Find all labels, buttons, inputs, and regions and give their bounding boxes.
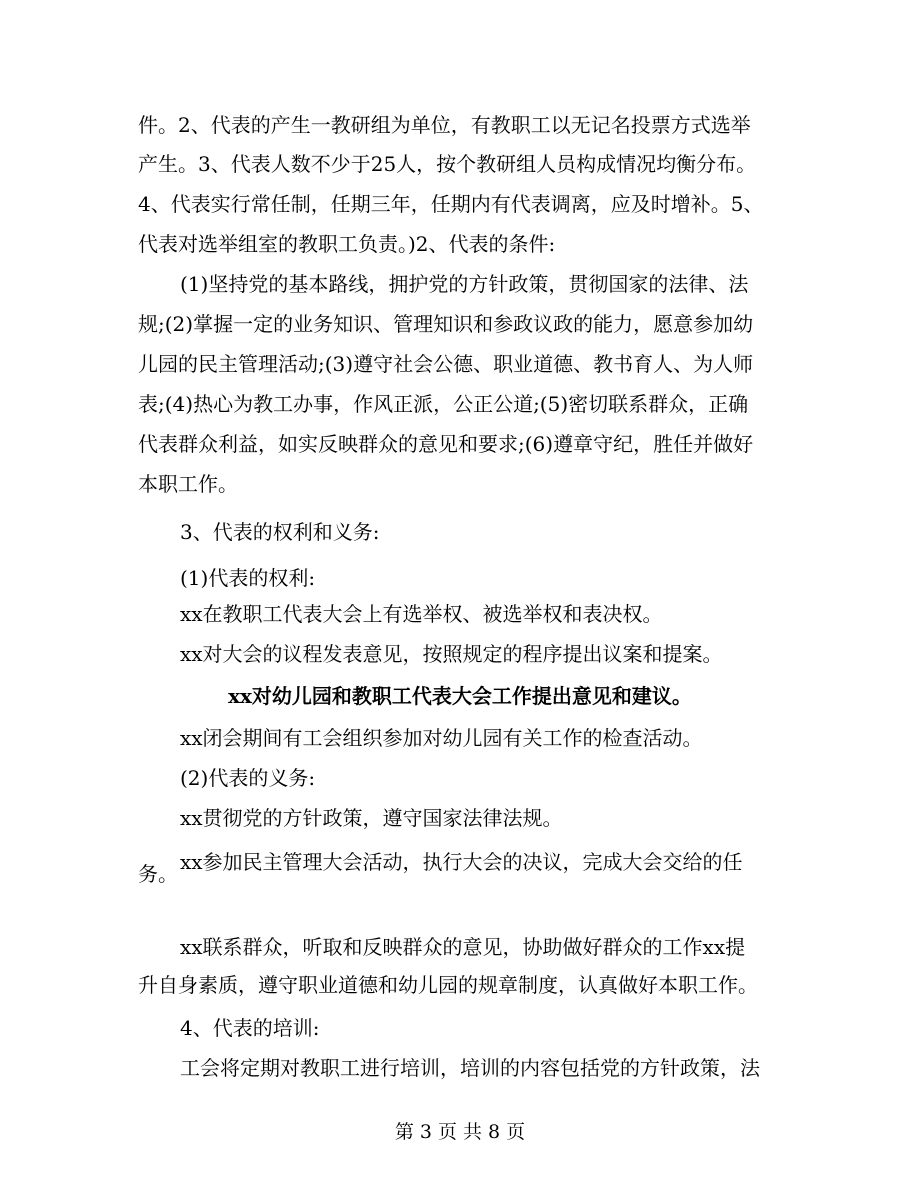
list-item: xx贯彻党的方针政策，遵守国家法律法规。 (180, 806, 563, 830)
subsection-heading: (2)代表的义务: (180, 766, 316, 790)
section-heading: 4、代表的培训: (180, 1016, 320, 1040)
paragraph-line: (1)坚持党的基本路线，拥护党的方针政策，贯彻国家的法律、法 (180, 272, 749, 296)
list-item: xx参加民主管理大会活动，执行大会的决议，完成大会交给的任 (180, 850, 743, 874)
paragraph-line: 表;(4)热心为教工办事，作风正派，公正公道;(5)密切联系群众，正确 (138, 392, 749, 416)
section-heading: 3、代表的权利和义务: (180, 520, 380, 544)
page-number-footer: 第 3 页 共 8 页 (394, 1121, 526, 1143)
paragraph-line: 代表对选举组室的教职工负责。)2、代表的条件: (138, 232, 556, 256)
list-item: xx联系群众，听取和反映群众的意见，协助做好群众的工作xx提 (180, 935, 746, 959)
paragraph-line: 儿园的民主管理活动;(3)遵守社会公德、职业道德、教书育人、为人师 (138, 352, 754, 376)
paragraph-line: 规;(2)掌握一定的业务知识、管理知识和参政议政的能力，愿意参加幼 (138, 312, 754, 336)
paragraph-line: 代表群众利益，如实反映群众的意见和要求;(6)遵章守纪，胜任并做好 (138, 432, 754, 456)
bold-list-item: xx对幼儿园和教职工代表大会工作提出意见和建议。 (228, 684, 692, 708)
list-item-continuation: 升自身素质，遵守职业道德和幼儿园的规章制度，认真做好本职工作。 (138, 973, 758, 997)
list-item: xx在教职工代表大会上有选举权、被选举权和表决权。 (180, 602, 663, 626)
paragraph-line: 4、代表实行常任制，任期三年，任期内有代表调离，应及时增补。5、 (138, 192, 764, 216)
paragraph-line: 本职工作。 (138, 472, 238, 496)
paragraph-line: 工会将定期对教职工进行培训，培训的内容包括党的方针政策，法 (180, 1056, 760, 1080)
list-item-continuation: 务。 (138, 862, 178, 886)
subsection-heading: (1)代表的权利: (180, 566, 316, 590)
paragraph-line: 产生。3、代表人数不少于25人，按个教研组人员构成情况均衡分布。 (138, 152, 757, 176)
list-item: xx闭会期间有工会组织参加对幼儿园有关工作的检查活动。 (180, 726, 703, 750)
list-item: xx对大会的议程发表意见，按照规定的程序提出议案和提案。 (180, 642, 723, 666)
paragraph-line: 件。2、代表的产生一教研组为单位，有教职工以无记名投票方式选举 (138, 113, 751, 137)
